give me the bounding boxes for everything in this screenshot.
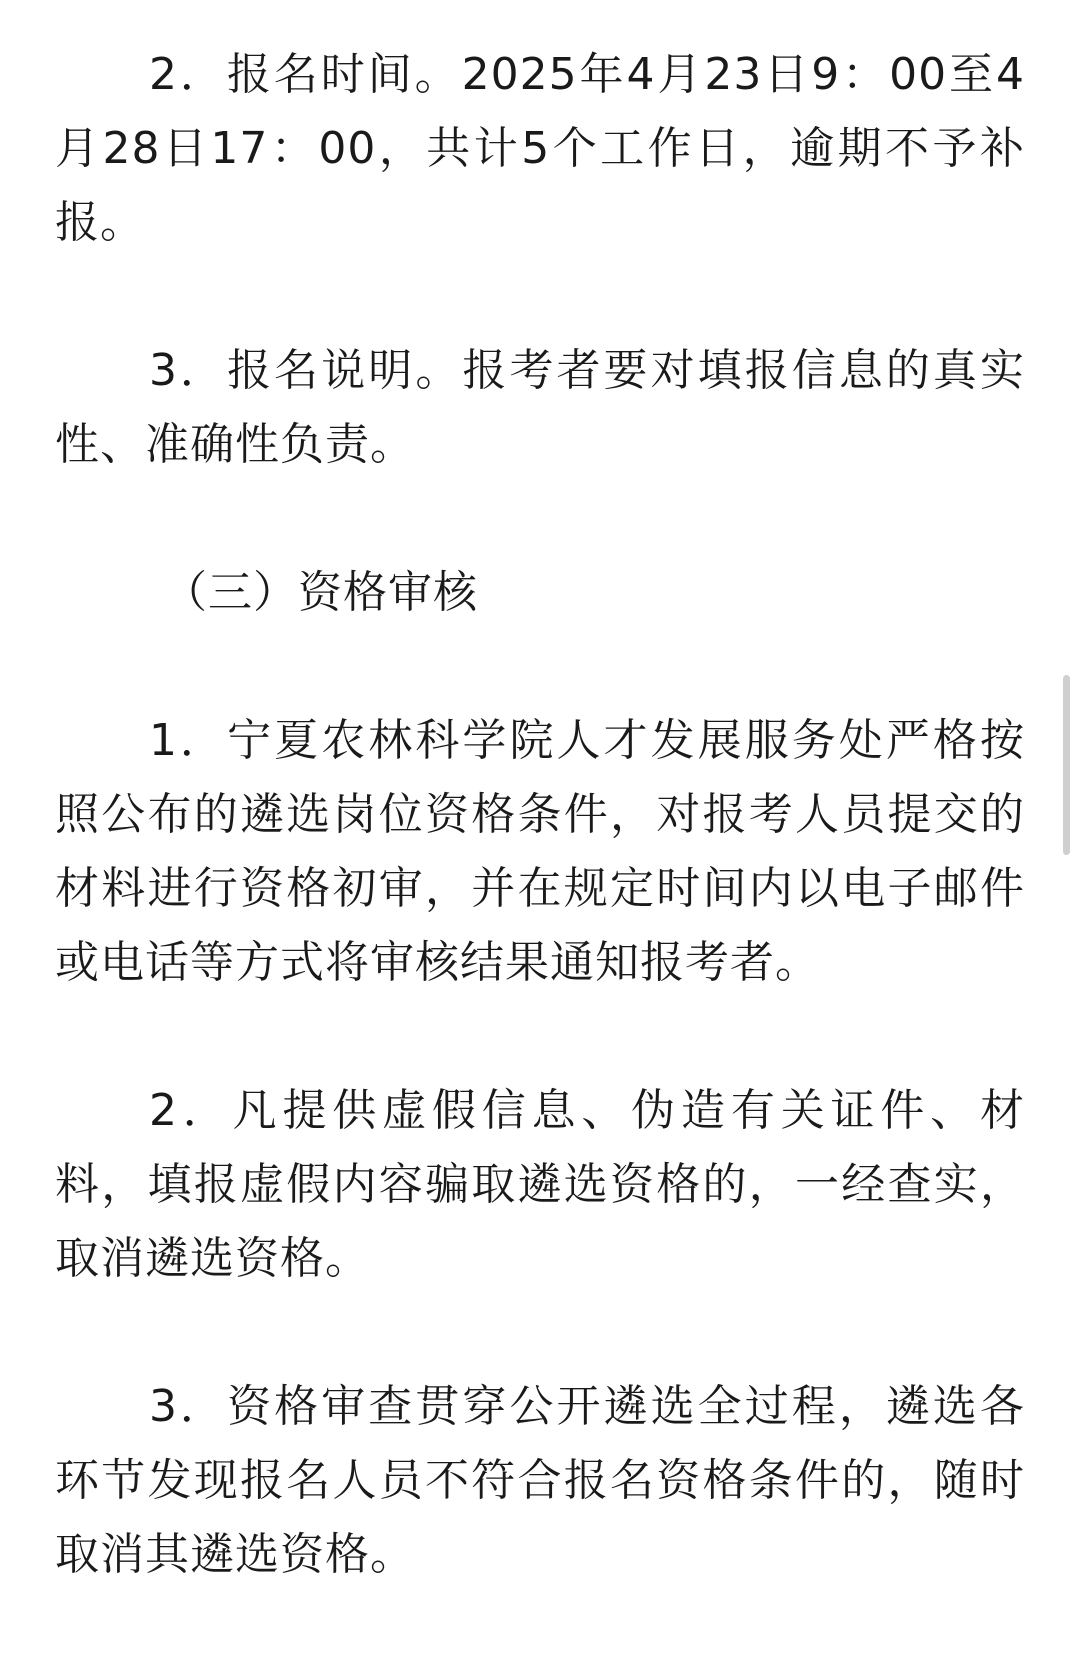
paragraph-registration-notes: 3．报名说明。报考者要对填报信息的真实性、准确性负责。 [55, 345, 1025, 470]
document-body [55, 38, 1025, 1592]
paragraph-registration-time: 2．报名时间。2025年4月23日9：00至4月28日17：00，共计5个工作日，逾期不予补报。 [55, 49, 1025, 248]
paragraph-false-information: 2．凡提供虚假信息、伪造有关证件、材料，填报虚假内容骗取遴选资格的，一经查实，取消遴选资格。 [55, 1085, 1025, 1284]
scrollbar-thumb[interactable] [1063, 675, 1070, 855]
paragraph-initial-review: 1．宁夏农林科学院人才发展服务处严格按照公布的遴选岗位资格条件，对报考人员提交的材料进行资格初审，并在规定时间内以电子邮件或电话等方式将审核结果通知报考者。 [55, 715, 1025, 988]
section-heading-qualification-review: （三）资格审核 [163, 567, 478, 618]
paragraph-review-throughout: 3．资格审查贯穿公开遴选全过程，遴选各环节发现报名人员不符合报名资格条件的，随时取消其遴选资格。 [55, 1381, 1025, 1580]
